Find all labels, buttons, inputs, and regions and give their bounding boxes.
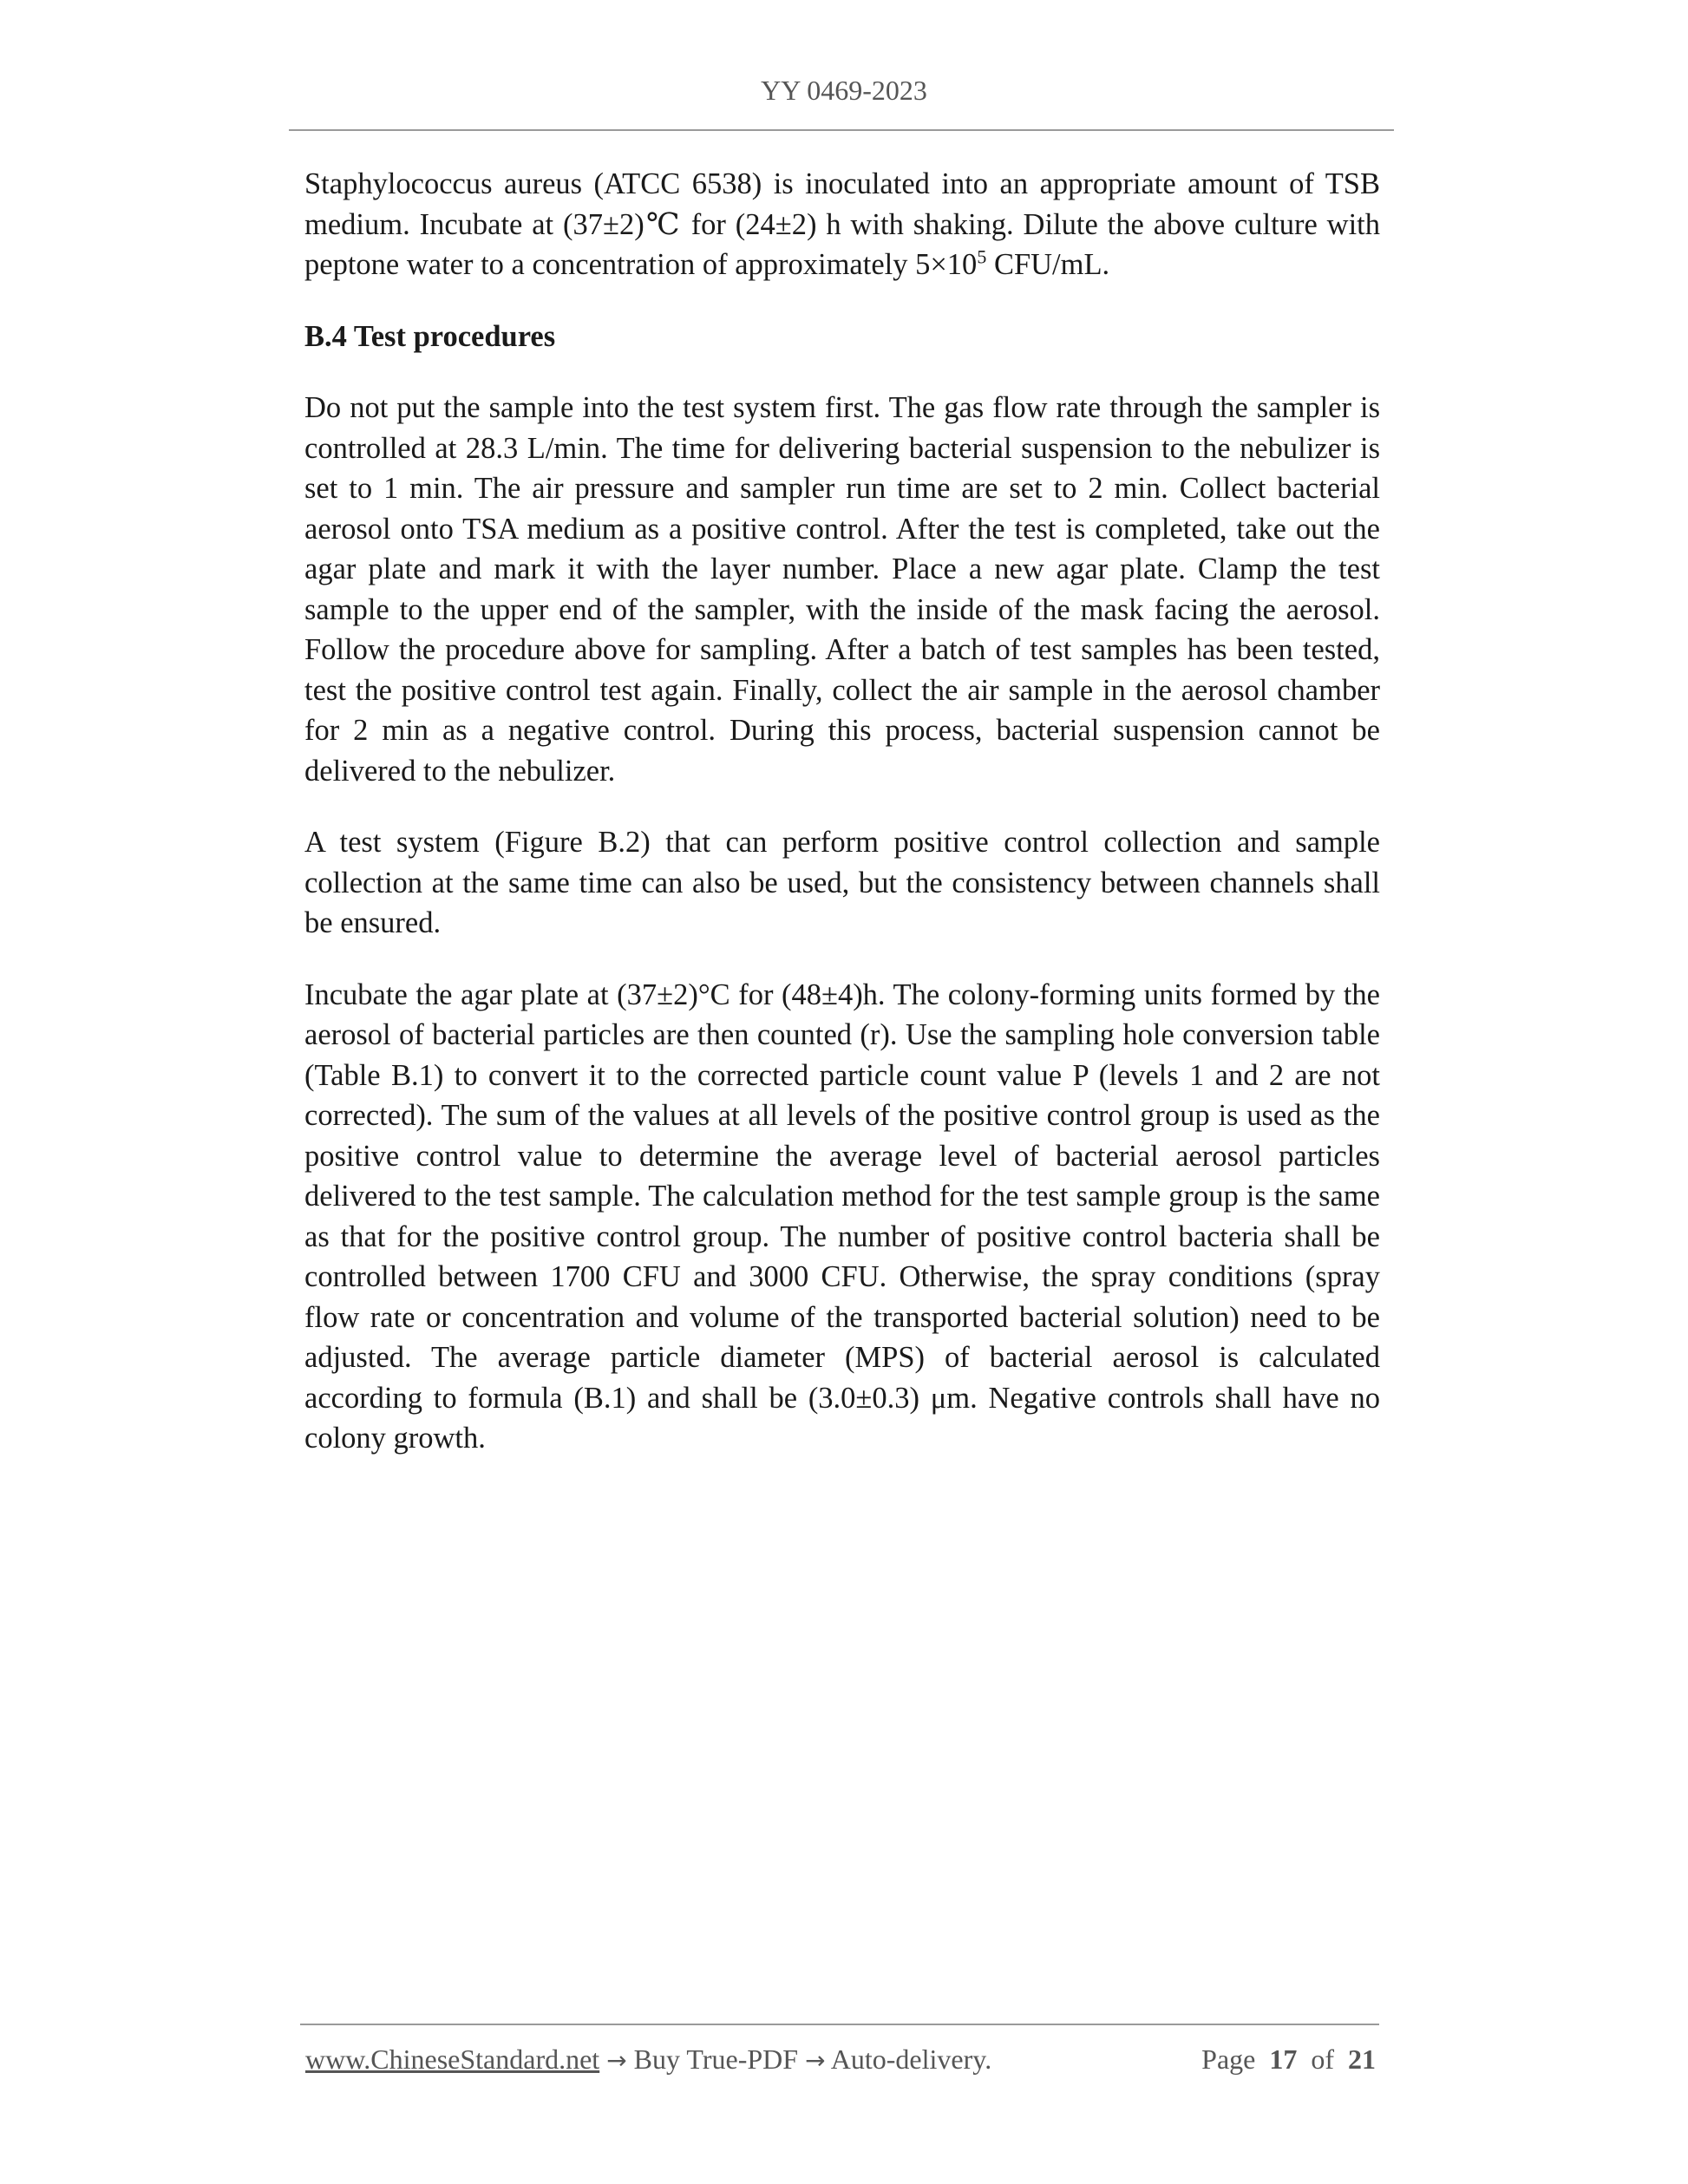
paragraph-test-system: A test system (Figure B.2) that can perform positive control collection and sample collection at the same time can also be used, but the consistency between channels shall be ensured. [304, 826, 1380, 939]
page-total: 21 [1348, 2043, 1376, 2075]
auto-delivery-text: Auto-delivery. [830, 2043, 992, 2075]
buy-true-pdf-text: Buy True-PDF [633, 2043, 799, 2075]
page-content [304, 164, 1380, 1490]
page-current: 17 [1269, 2043, 1298, 2075]
header-divider [289, 129, 1394, 131]
paragraph-culture-prep-unit: CFU/mL. [986, 248, 1110, 281]
paragraph-culture-prep-text: Staphylococcus aureus (ATCC 6538) is inoculated into an appropriate amount of TSB medium. Incubate at (37±2)℃ for (24±2) h with shaking. Dilute the above culture with peptone water to a concentration of approximately 5×10 [304, 167, 1380, 281]
arrow-right-icon: → [606, 2046, 627, 2075]
paragraph-culture-prep [304, 164, 1380, 285]
of-label: of [1311, 2043, 1334, 2075]
section-heading: B.4 Test procedures [304, 319, 556, 353]
chinesestandard-link[interactable]: www.ChineseStandard.net [305, 2043, 600, 2075]
paragraph-test-procedure: Do not put the sample into the test system first. The gas flow rate through the sampler is controlled at 28.3 L/min. The time for delivering bacterial suspension to the nebulizer is set to 1 min. The air pressure and sampler run time are set to 2 min. Collect bacterial aerosol onto TSA medium as a positive control. After the test is completed, take out the agar plate and mark it with the layer number. Place a new agar plate. Clamp the test sample to the upper end of the sampler, with the inside of the mask facing the aerosol. Follow the procedure above for sampling. After a batch of test samples has been tested, test the positive control test again. Finally, collect the air sample in the aerosol chamber for 2 min as a negative control. During this process, bacterial suspension cannot be delivered to the nebulizer. [304, 391, 1380, 788]
footer-divider [300, 2024, 1379, 2025]
page-label: Page [1201, 2043, 1256, 2075]
paragraph-incubation: Incubate the agar plate at (37±2)°C for (48±4)h. The colony-forming units formed by the aerosol of bacterial particles are then counted (r). Use the sampling hole conversion table (Table B.1) to convert it to the corrected particle count value P (levels 1 and 2 are not corrected). The sum of the values at all levels of the positive control group is used as the positive control value to determine the average level of bacterial aerosol particles delivered to the test sample. The calculation method for the test sample group is the same as that for the positive control group. The number of positive control bacteria shall be controlled between 1700 CFU and 3000 CFU. Otherwise, the spray conditions (spray flow rate or concentration and volume of the transported bacterial solution) need to be adjusted. The average particle diameter (MPS) of bacterial aerosol is calculated according to formula (B.1) and shall be (3.0±0.3) μm. Negative controls shall have no colony growth. [304, 978, 1380, 1455]
page-indicator [1201, 2043, 1376, 2076]
footer-links [305, 2043, 991, 2076]
document-footer [305, 2043, 1376, 2076]
arrow-right-icon: → [805, 2046, 826, 2075]
header-title: YY 0469-2023 [761, 75, 927, 106]
concentration-exponent: 5 [977, 245, 987, 268]
document-header [0, 75, 1688, 107]
